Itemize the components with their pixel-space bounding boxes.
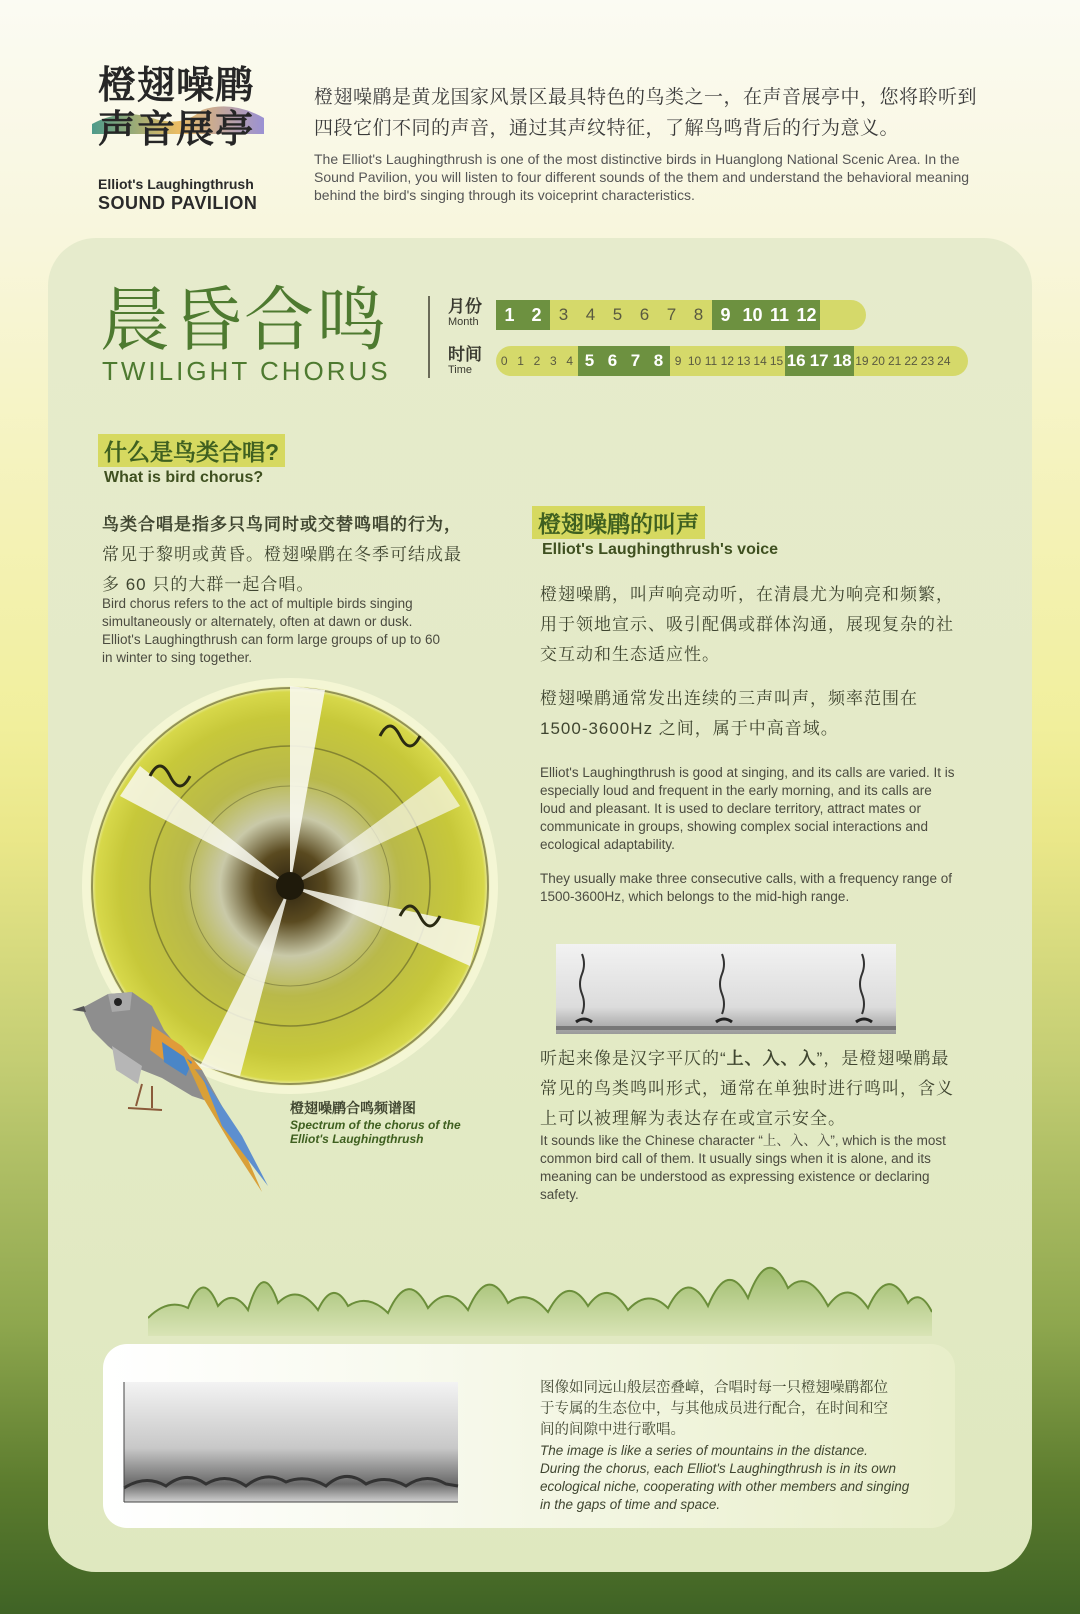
call-spectrogram-image — [556, 944, 896, 1034]
hour-cell-7: 7 — [624, 346, 647, 376]
month-cell-2: 2 — [523, 300, 550, 330]
voice-para1-en: Elliot's Laughingthrush is good at singing, and its calls are varied. It is especially loud and frequent in the early morning, and its calls are loud and pleasant. It is used to declare territory, attract mates or communicate in groups, showing complex social interactions and ecological adaptability. — [540, 765, 955, 852]
section-title-zh: 晨昏合鸣 — [100, 279, 388, 361]
voice-para2-zh: 橙翅噪鹛通常发出连续的三声叫声，频率范围在1500-3600Hz 之间，属于中高音域。 — [540, 689, 918, 738]
hour-cell-6: 6 — [601, 346, 624, 376]
month-cell-4: 4 — [585, 305, 596, 324]
hour-cell-11: 11 — [704, 354, 718, 368]
what-is-body-zh-rest: 常见于黎明或黄昏。橙翅噪鹛在冬季可结成最多 60 只的大群一起合唱。 — [102, 545, 462, 594]
month-cell-7: 7 — [666, 305, 677, 324]
spectrum-caption-zh: 橙翅噪鹛合鸣频谱图 — [290, 1100, 416, 1116]
spectrum-caption-en2: Elliot's Laughingthrush — [290, 1132, 424, 1146]
hour-cell-18: 18 — [831, 346, 854, 376]
hour-cell-21: 21 — [887, 354, 902, 368]
what-is-body-zh-bold: 鸟类合唱是指多只鸟同时或交替鸣唱的行为， — [102, 515, 462, 534]
hour-cell-20: 20 — [871, 354, 885, 368]
voice-heading-zh: 橙翅噪鹛的叫声 — [532, 506, 705, 539]
hour-cell-15: 15 — [769, 354, 784, 368]
month-bar — [496, 300, 866, 330]
voice-para3-zh — [540, 1044, 960, 1134]
hour-cell-19: 19 — [855, 354, 869, 368]
voice-para3-zh-a: 听起来像是汉字平仄的“ — [540, 1049, 727, 1068]
voice-para1-zh: 橙翅噪鹛，叫声响亮动听，在清晨尤为响亮和频繁，用于领地宣示、吸引配偶或群体沟通，展现复杂的社交互动和生态适应性。 — [540, 585, 954, 664]
hour-cell-22: 22 — [904, 354, 918, 368]
section-title-en: TWILIGHT CHORUS — [102, 356, 391, 386]
hour-cell-1: 1 — [517, 354, 524, 368]
logo-english-pavilion: SOUND PAVILION — [98, 193, 258, 213]
month-label-zh: 月份 — [448, 297, 482, 316]
mountain-silhouette — [148, 1248, 932, 1336]
month-cell-11: 11 — [766, 300, 793, 330]
chorus-spectrogram-plot — [116, 1378, 462, 1516]
hour-cell-3: 3 — [550, 354, 557, 368]
what-is-heading-zh: 什么是鸟类合唱? — [98, 434, 285, 467]
logo-title: 橙翅噪鹛 — [98, 65, 255, 107]
month-cell-8: 8 — [693, 305, 704, 324]
month-cell-5: 5 — [612, 305, 623, 324]
hour-cell-9: 9 — [674, 354, 682, 368]
logo-subtitle: 声音展亭 — [98, 109, 255, 151]
hour-cell-4: 4 — [566, 354, 574, 368]
hour-cell-0: 0 — [500, 354, 508, 368]
bottom-text-en: The image is like a series of mountains in the distance. During the chorus, each Elliot's Laughingthrush is in its own ecological niche, cooperating with other members and singing in the gaps of time and space. — [540, 1443, 910, 1512]
voice-para3-zh-c: ”，是橙翅噪鹛最常见的鸟类鸣叫形式，通常在单独时进行鸣叫，含义上可以被理解为表达存在或宣示安全。 — [540, 1049, 954, 1128]
logo-english-name: Elliot's Laughingthrush — [98, 176, 254, 192]
month-cell-6: 6 — [639, 305, 650, 324]
what-is-heading-en: What is bird chorus? — [104, 469, 264, 486]
spectrum-caption-en1: Spectrum of the chorus of the — [290, 1118, 461, 1132]
hour-cell-14: 14 — [753, 354, 767, 368]
title-divider — [428, 296, 430, 378]
month-cell-9: 9 — [712, 300, 739, 330]
voice-para3-zh-tones: 上、入、入 — [726, 1049, 817, 1068]
hour-cell-24: 24 — [937, 354, 951, 368]
hour-cell-8: 8 — [647, 346, 670, 376]
hour-cell-13: 13 — [737, 354, 751, 368]
month-cell-3: 3 — [558, 305, 569, 324]
intro-text-en: The Elliot's Laughingthrush is one of the most distinctive birds in Huanglong National Scenic Area. In the Sound Pavilion, you will listen to four different sounds of the them and understand the behavioral meaning behind the bird's singing through its voiceprint characteristics. — [314, 151, 970, 203]
hour-cell-16: 16 — [785, 346, 808, 376]
bottom-text-zh: 图像如同远山般层峦叠嶂，合唱时每一只橙翅噪鹛都位于专属的生态位中，与其他成员进行配合，在时间和空间的间隙中进行歌唱。 — [540, 1380, 888, 1438]
voice-heading-en: Elliot's Laughingthrush's voice — [542, 541, 779, 558]
laughingthrush-illustration — [72, 966, 272, 1196]
time-label — [448, 346, 482, 376]
intro-text-zh: 橙翅噪鹛是黄龙国家风景区最具特色的鸟类之一，在声音展亭中，您将聆听到四段它们不同的声音，通过其声纹特征，了解鸟鸣背后的行为意义。 — [314, 87, 978, 139]
voice-para2-en: They usually make three consecutive calls, with a frequency range of 1500-3600Hz, which belongs to the mid-high range. — [540, 871, 952, 904]
hour-cell-5: 5 — [578, 346, 601, 376]
hour-cell-2: 2 — [533, 354, 541, 368]
voice-para3-en: It sounds like the Chinese character “上、入、入”, which is the most common bird call of them. It usually sings when it is alone, and its meaning can be understood as expressing existence or declaring safety. — [540, 1133, 946, 1202]
time-label-zh: 时间 — [448, 345, 482, 364]
month-cell-1: 1 — [496, 300, 523, 330]
what-is-body-zh — [102, 510, 472, 600]
what-is-heading — [98, 434, 285, 487]
hour-cell-12: 12 — [720, 354, 734, 368]
month-label — [448, 298, 482, 328]
hour-cell-23: 23 — [920, 354, 935, 368]
time-label-en: Time — [448, 364, 473, 376]
month-label-en: Month — [448, 316, 479, 328]
month-cell-12: 12 — [793, 300, 820, 330]
hour-cell-10: 10 — [687, 354, 702, 368]
month-cell-10: 10 — [739, 300, 766, 330]
spectrum-caption — [290, 1098, 490, 1146]
voice-heading — [532, 506, 778, 559]
hour-cell-17: 17 — [808, 346, 831, 376]
what-is-body-en: Bird chorus refers to the act of multiple birds singing simultaneously or alternately, often at dawn or dusk. Elliot's Laughingthrush can form large groups of up to 60 in winter to sing together. — [102, 596, 441, 665]
hour-bar — [496, 346, 968, 376]
